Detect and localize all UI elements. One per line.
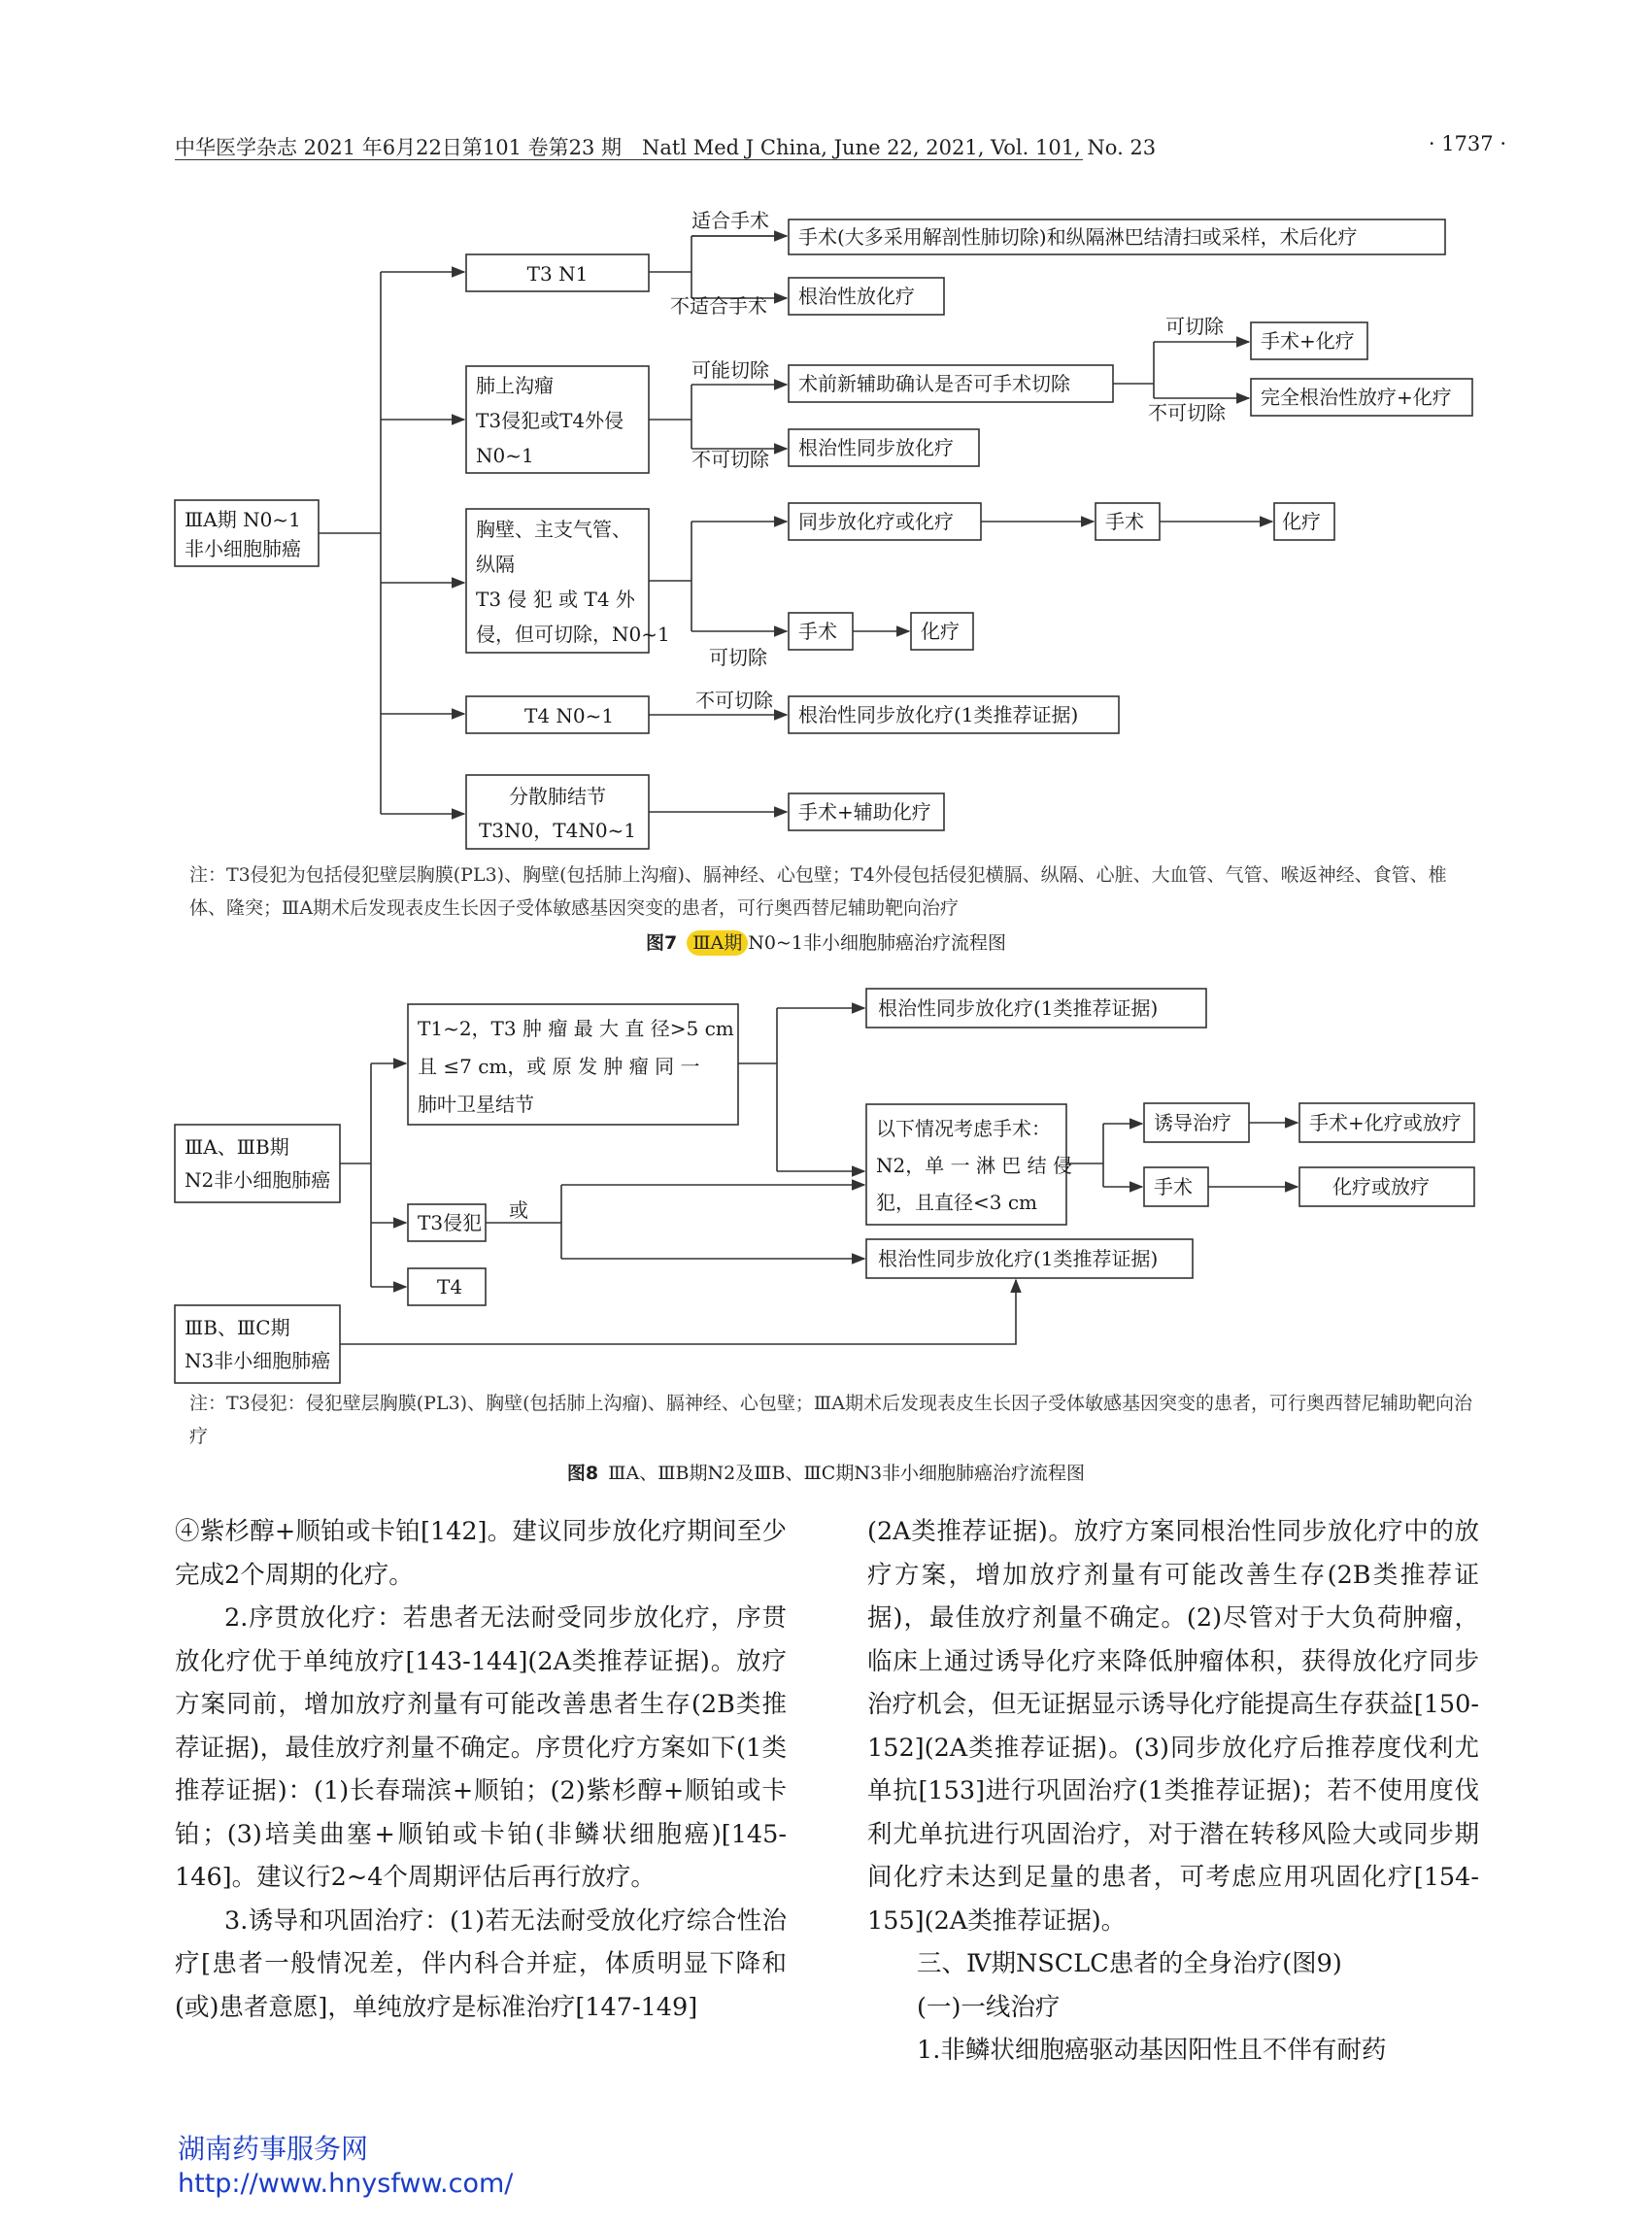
- f8-root1-line1: ⅢA、ⅢB期: [185, 1135, 289, 1159]
- f7-b3-chemo-text: 化疗: [1282, 510, 1321, 533]
- f8-t12-line3: 肺叶卫星结节: [418, 1093, 534, 1116]
- f8-surg-chemo-text: 手术+化疗或放疗: [1309, 1111, 1462, 1134]
- section-heading: 三、Ⅳ期NSCLC患者的全身治疗(图9): [917, 1949, 1342, 1978]
- figure-8-caption: [0, 1459, 1652, 1485]
- figure-7-note: 注：T3侵犯为包括侵犯壁层胸膜(PL3)、胸壁(包括肺上沟瘤)、膈神经、心包壁；T4外侵包括侵犯横膈、纵隔、心脏、大血管、气管、喉返神经、食管、椎体、隆突；ⅢA期术后发现表皮生长因子受体敏感基因突变的患者，可行奥西替尼辅助靶向治疗: [189, 864, 1447, 919]
- f8-t12-line2: 且 ≤7 cm，或 原 发 肿 瘤 同 一: [418, 1055, 700, 1078]
- f7-chestwall-line1: 胸壁、主支气管、: [476, 518, 631, 541]
- watermark-url[interactable]: http://www.hnysfww.com/: [178, 2169, 514, 2199]
- f8-surgery-text: 手术: [1154, 1175, 1193, 1198]
- f7-sync-or-chemo-text: 同步放化疗或化疗: [798, 510, 954, 533]
- figure-7-label: 图7: [645, 932, 678, 954]
- f7-surgery-adjuvant-text: 手术+辅助化疗: [798, 800, 931, 824]
- running-header: 中华医学杂志 2021 年6月22日第101 卷第23 期 Natl Med J China, June 22, 2021, Vol. 101, No. 23: [175, 136, 1157, 159]
- f8-top-concurrent-text: 根治性同步放化疗(1类推荐证据): [878, 996, 1159, 1020]
- f7-b4-unresectable-label: 不可切除: [695, 689, 773, 712]
- f7-root-line1: ⅢA期 N0~1: [185, 508, 301, 531]
- f8-root2-line1: ⅢB、ⅢC期: [185, 1316, 290, 1339]
- page-number: · 1737 ·: [1428, 132, 1506, 155]
- f7-suitable-label: 适合手术: [691, 209, 769, 232]
- f7-b3-surgery-text: 手术: [1105, 510, 1144, 533]
- f7-t3n1-label: T3 N1: [526, 262, 589, 286]
- f7-maybe-resect-label: 可能切除: [691, 358, 769, 382]
- paragraph: (2A类推荐证据)。放疗方案同根治性同步放化疗中的放疗方案，增加放疗剂量有可能改善生存(2B类推荐证据)，最佳放疗剂量不确定。(2)尽管对于大负荷肿瘤，临床上通过诱导化疗来降低肿瘤体积，获得放化疗同步治疗机会，但无证据显示诱导化疗能提高生存获益[150-152](2A类推荐证据)。(3)同步放化疗后推荐度伐利尤单抗[153]进行巩固治疗(1类推荐证据)；若不使用度伐利尤单抗进行巩固治疗，对于潜在转移风险大或同步期间化疗未达到足量的患者，可考虑应用巩固化疗[154-155](2A类推荐证据)。: [867, 1517, 1479, 1936]
- f7-t4-label: T4 N0~1: [524, 704, 615, 727]
- f7-resectable-label: 可切除: [1165, 315, 1224, 338]
- f8-surgery-cond-line3: 犯，且直径<3 cm: [876, 1191, 1038, 1214]
- f7-nodules-line1: 分散肺结节: [509, 785, 606, 808]
- figure-8-flowchart: [0, 981, 1652, 1399]
- f8-root1-line2: N2非小细胞肺癌: [185, 1168, 331, 1192]
- f8-surgery-cond-line1: 以下情况考虑手术：: [876, 1117, 1051, 1140]
- f7-unsuitable-label: 不适合手术: [670, 294, 767, 318]
- f7-b3-resectable-label: 可切除: [709, 646, 767, 669]
- f7-surgery-chemo-text: 手术+化疗: [1261, 329, 1355, 353]
- highlighted-stage: ⅢA期: [687, 930, 748, 956]
- figure-7-caption: [0, 928, 1652, 955]
- f7-radical-chemorad-text: 根治性放化疗: [798, 285, 915, 308]
- f8-t4-text: T4: [437, 1275, 463, 1298]
- f8-induction-text: 诱导治疗: [1154, 1111, 1231, 1134]
- body-column-right: [867, 1510, 1479, 2073]
- watermark-name: 湖南药事服务网: [178, 2133, 369, 2165]
- f8-t3-text: T3侵犯: [418, 1211, 483, 1234]
- f8-root2-line2: N3非小细胞肺癌: [185, 1349, 331, 1372]
- f7-pancoast-line3: N0~1: [476, 444, 534, 467]
- f7-full-radio-text: 完全根治性放疗+化疗: [1261, 386, 1452, 409]
- paragraph: ④紫杉醇+顺铂或卡铂[142]。建议同步放化疗期间至少完成2个周期的化疗。: [175, 1517, 787, 1590]
- f7-chestwall-line2: 纵隔: [476, 553, 515, 576]
- figure-7-caption-text: N0~1非小细胞肺癌治疗流程图: [748, 932, 1006, 954]
- figure-8-note: 注：T3侵犯：侵犯壁层胸膜(PL3)、胸壁(包括肺上沟瘤)、膈神经、心包壁；ⅢA期术后发现表皮生长因子受体敏感基因突变的患者，可行奥西替尼辅助靶向治疗: [189, 1393, 1472, 1447]
- f7-chestwall-line4: 侵，但可切除，N0~1: [476, 623, 670, 646]
- f7-surgery-text: 手术(大多采用解剖性肺切除)和纵隔淋巴结清扫或采样，术后化疗: [798, 225, 1358, 249]
- body-column-left: [175, 1510, 787, 2029]
- paragraph: 1.非鳞状细胞癌驱动基因阳性且不伴有耐药: [917, 2036, 1387, 2065]
- figure-7-flowchart: [0, 0, 1652, 855]
- f7-nonresectable-label: 不可切除: [1148, 401, 1226, 424]
- f7-nodules-line2: T3N0，T4N0~1: [478, 819, 637, 842]
- f8-surgery-cond-line2: N2，单 一 淋 巴 结 侵: [876, 1154, 1073, 1177]
- f7-chestwall-line3: T3 侵 犯 或 T4 外: [476, 588, 635, 611]
- f7-root-line2: 非小细胞肺癌: [185, 537, 301, 560]
- paragraph: 2.序贯放化疗：若患者无法耐受同步放化疗，序贯放化疗优于单纯放疗[143-144](2A类推荐证据)。放疗方案同前，增加放疗剂量有可能改善患者生存(2B类推荐证据)，最佳放疗剂量不确定。序贯化疗方案如下(1类推荐证据)：(1)长春瑞滨+顺铂；(2)紫杉醇+顺铂或卡铂；(3)培美曲塞+顺铂或卡铂(非鳞状细胞癌)[145-146]。建议行2~4个周期评估后再行放疗。: [175, 1603, 787, 1892]
- f7-b4-concurrent-text: 根治性同步放化疗(1类推荐证据): [798, 703, 1079, 726]
- figure-8-caption-text: ⅢA、ⅢB期N2及ⅢB、ⅢC期N3非小细胞肺癌治疗流程图: [608, 1463, 1086, 1484]
- paragraph: 3.诱导和巩固治疗：(1)若无法耐受放化疗综合性治疗[患者一般情况差，伴内科合并症，体质明显下降和(或)患者意愿]，单纯放疗是标准治疗[147-149]: [175, 1905, 787, 2022]
- f7-neoadjuvant-text: 术前新辅助确认是否可手术切除: [798, 372, 1070, 395]
- f7-b3-chemo2-text: 化疗: [921, 620, 960, 643]
- figure-8-label: 图8: [566, 1463, 599, 1484]
- f7-pancoast-line2: T3侵犯或T4外侵: [476, 409, 624, 432]
- f8-t12-line1: T1~2，T3 肿 瘤 最 大 直 径>5 cm: [418, 1017, 734, 1040]
- f7-unresectable-label: 不可切除: [691, 448, 769, 471]
- f7-b3-surgery2-text: 手术: [798, 620, 837, 643]
- f8-chemo-radio-text: 化疗或放疗: [1332, 1175, 1430, 1198]
- f7-concurrent-text: 根治性同步放化疗: [798, 436, 954, 459]
- f7-pancoast-line1: 肺上沟瘤: [476, 374, 554, 397]
- f8-bottom-concurrent-text: 根治性同步放化疗(1类推荐证据): [878, 1247, 1159, 1270]
- f8-or-label: 或: [509, 1198, 528, 1222]
- subsection-heading: (一)一线治疗: [917, 1992, 1061, 2022]
- watermark: [178, 2132, 513, 2202]
